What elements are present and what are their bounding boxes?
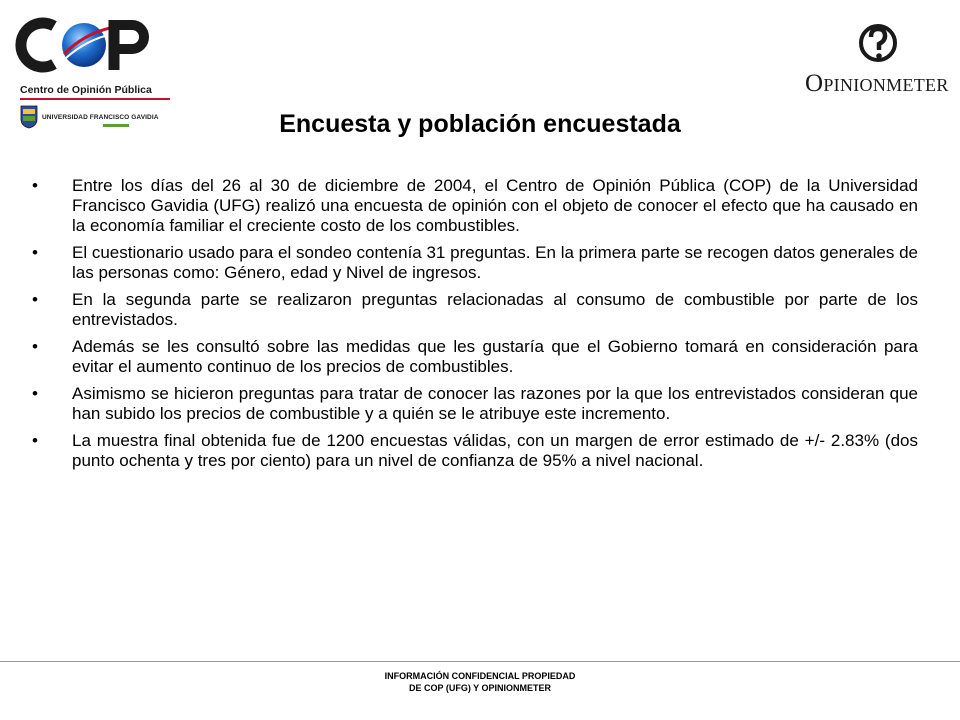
bullet-icon: • <box>32 384 38 403</box>
opinionmeter-rest: PINIONMETER <box>823 75 949 95</box>
bullet-icon: • <box>32 290 38 309</box>
bullet-text: La muestra final obtenida fue de 1200 encuestas válidas, con un margen de error estimado de +/- 2.83% (dos punto ochenta y tres por ciento) para un nivel de confianza de 95% a nivel nacional. <box>72 431 918 470</box>
footer-line-2: DE COP (UFG) Y OPINIONMETER <box>408 683 552 693</box>
bullet-text: Entre los días del 26 al 30 de diciembre de 2004, el Centro de Opinión Pública (COP) de la Universidad Francisco Gavidia (UFG) realizó una encuesta de opinión con el objeto de conocer el efecto que ha causado en la economía familiar el creciente costo de los combustibles. <box>72 176 918 235</box>
cop-wordmark-logo <box>14 14 164 76</box>
bullet-icon: • <box>32 431 38 450</box>
opinionmeter-wordmark <box>805 70 949 98</box>
bullet-icon: • <box>32 243 38 262</box>
bullet-text: El cuestionario usado para el sondeo contenía 31 preguntas. En la primera parte se recogen datos generales de las personas como: Género, edad y Nivel de ingresos. <box>72 243 918 282</box>
bullet-icon: • <box>32 337 38 356</box>
opinionmeter-first-letter: O <box>805 70 824 97</box>
footer <box>0 670 960 694</box>
bullet-text: En la segunda parte se realizaron preguntas relacionadas al consumo de combustible por parte de los entrevistados. <box>72 290 918 329</box>
page-title: Encuesta y población encuestada <box>279 110 681 138</box>
list-item <box>28 176 918 236</box>
list-item <box>28 384 918 424</box>
list-item <box>28 243 918 283</box>
cop-logo-subtitle: Centro de Opinión Pública <box>20 84 152 96</box>
list-item <box>28 290 918 330</box>
list-item <box>28 431 918 471</box>
opinionmeter-logo <box>800 20 956 96</box>
ufg-name: UNIVERSIDAD FRANCISCO GAVIDIA <box>42 113 159 121</box>
bullet-icon: • <box>32 176 38 195</box>
cop-logo-underline <box>20 98 170 100</box>
bullet-list <box>28 176 918 478</box>
bullet-text: Asimismo se hicieron preguntas para tratar de conocer las razones por la que los entrevistados consideran que han subido los precios de combustible y a quién se le atribuye este incremento. <box>72 384 918 423</box>
question-mark-icon <box>858 20 898 66</box>
list-item <box>28 337 918 377</box>
footer-line-1: INFORMACIÓN CONFIDENCIAL PROPIEDAD <box>384 671 576 681</box>
footer-divider <box>0 661 960 662</box>
bullet-text: Además se les consultó sobre las medidas que les gustaría que el Gobierno tomará en consideración para evitar el aumento continuo de los precios de combustibles. <box>72 337 918 376</box>
cop-logo <box>14 14 174 124</box>
